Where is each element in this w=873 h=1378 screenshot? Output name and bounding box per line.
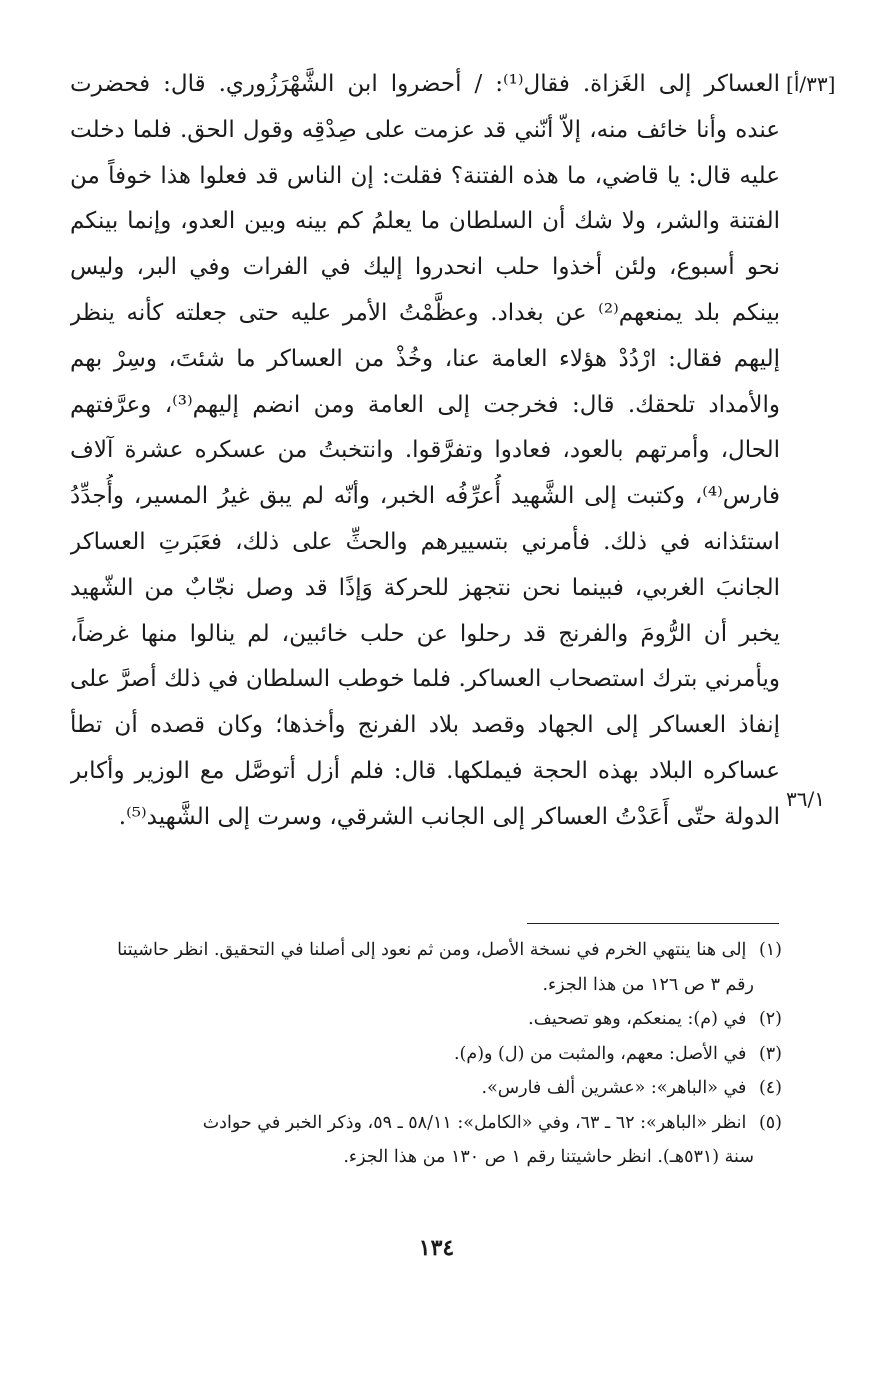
footnote — [70, 1106, 782, 1175]
footnote — [70, 1071, 782, 1106]
text-line: عليه قال: يا قاضي، ما هذه الفتنة؟ فقلت: إن الناس قد فعلوا هذا خوفاً من — [70, 162, 780, 189]
text-line: الفتنة والشر، ولا شك أن السلطان ما يعلمُ كم بينه وبين العدو، وإنما بينكم — [70, 208, 780, 235]
text-line: بينكم بلد يمنعهم⁽²⁾ عن بغداد. وعظَّمْتُ الأمر عليه حتى جعلته كأنه ينظر — [70, 299, 780, 326]
text-line: والأمداد تلحقك. قال: فخرجت إلى العامة ومن انضم إليهم⁽³⁾، وعرَّفتهم — [70, 391, 780, 418]
footnote-number: (٤) — [758, 1078, 782, 1098]
footnote-number: (١) — [758, 940, 782, 960]
footnote — [70, 1002, 782, 1037]
footnote — [70, 933, 782, 1002]
footnote-text: في الأصل: معهم، والمثبت من (ل) و(م). — [453, 1043, 747, 1064]
footnote-text-continued: رقم ٣ ص ١٢٦ من هذا الجزء. — [542, 974, 754, 995]
volume-page-marker: ٣٦/١ — [786, 787, 825, 811]
text-line: فارس⁽⁴⁾، وكتبت إلى الشَّهيد أُعرِّفُه الخبر، وأنّه لم يبق غيرُ المسير، وأُجدِّدُ — [70, 483, 780, 510]
text-line: العساكر إلى الغَزاة. فقال⁽¹⁾: / أحضروا ابن الشَّهْرَزُوري. قال: فحضرت — [70, 71, 780, 97]
text-line: إليهم فقال: ارْدُدْ هؤلاء العامة عنا، وخُذْ من العساكر ما شئتَ، وسِرْ بهم — [70, 345, 780, 372]
text-line: عنده وأنا خائف منه، إلاّ أنّني قد عزمت على صِدْقِه وقول الحق. فلما دخلت — [70, 116, 780, 143]
text-line: يخبر أن الرُّومَ والفرنج قد رحلوا عن حلب خائبين، لم ينالوا منها غرضاً، — [70, 620, 780, 647]
main-text — [70, 62, 780, 841]
footnote-text: في (م): يمنعكم، وهو تصحيف. — [528, 1009, 747, 1029]
folio-marker: [٣٣/أ] — [786, 72, 836, 96]
page-number: ١٣٤ — [418, 1235, 455, 1261]
text-line: إنفاذ العساكر إلى الجهاد وقصد بلاد الفرنج وأخذها؛ وكان قصده أن تطأ — [70, 712, 780, 739]
footnote-text-continued: سنة (٥٣١هـ). انظر حاشيتنا رقم ١ ص ١٣٠ من هذا الجزء. — [343, 1147, 754, 1167]
text-line: الحال، وأمرتهم بالعود، فعادوا وتفرَّقوا. وانتخبتُ من عسكره عشرة آلاف — [70, 437, 780, 464]
footnotes — [70, 933, 782, 1175]
text-line: الجانبَ الغربي، فبينما نحن نتجهز للحركة وَإذًا قد وصل نجّابٌ من الشّهيد — [70, 574, 780, 601]
text-line: نحو أسبوع، ولئن أخذوا حلب انحدروا إليك في الفرات وفي البر، وليس — [70, 254, 780, 281]
footnote-text: انظر «الباهر»: ٦٢ ـ ٦٣، وفي «الكامل»: ٥٨/١١ ـ ٥٩، وذكر الخبر في حوادث — [202, 1112, 747, 1133]
footnote-number: (٥) — [758, 1112, 782, 1133]
footnote-separator — [527, 923, 779, 924]
text-line: ويأمرني بترك استصحاب العساكر. فلما خوطب السلطان في ذلك أصرَّ على — [70, 666, 780, 693]
footnote-number: (٣) — [758, 1043, 782, 1064]
footnote-text: إلى هنا ينتهي الخرم في نسخة الأصل، ومن ثم نعود إلى أصلنا في التحقيق. انظر حاشيتنا — [117, 940, 747, 960]
footnote-number: (٢) — [758, 1009, 782, 1029]
text-line: عساكره البلاد بهذه الحجة فيملكها. قال: فلم أزل أتوصَّل مع الوزير وأكابر — [70, 757, 780, 784]
text-line: استئذانه في ذلك. فأمرني بتسييرهم والحثِّ على ذلك، فعَبَرتِ العساكر — [70, 528, 780, 555]
footnote — [70, 1037, 782, 1072]
text-line: الدولة حتّى أَعَدْتُ العساكر إلى الجانب الشرقي، وسرت إلى الشَّهيد⁽⁵⁾. — [118, 803, 780, 830]
footnote-text: في «الباهر»: «عشرين ألف فارس». — [481, 1078, 747, 1098]
